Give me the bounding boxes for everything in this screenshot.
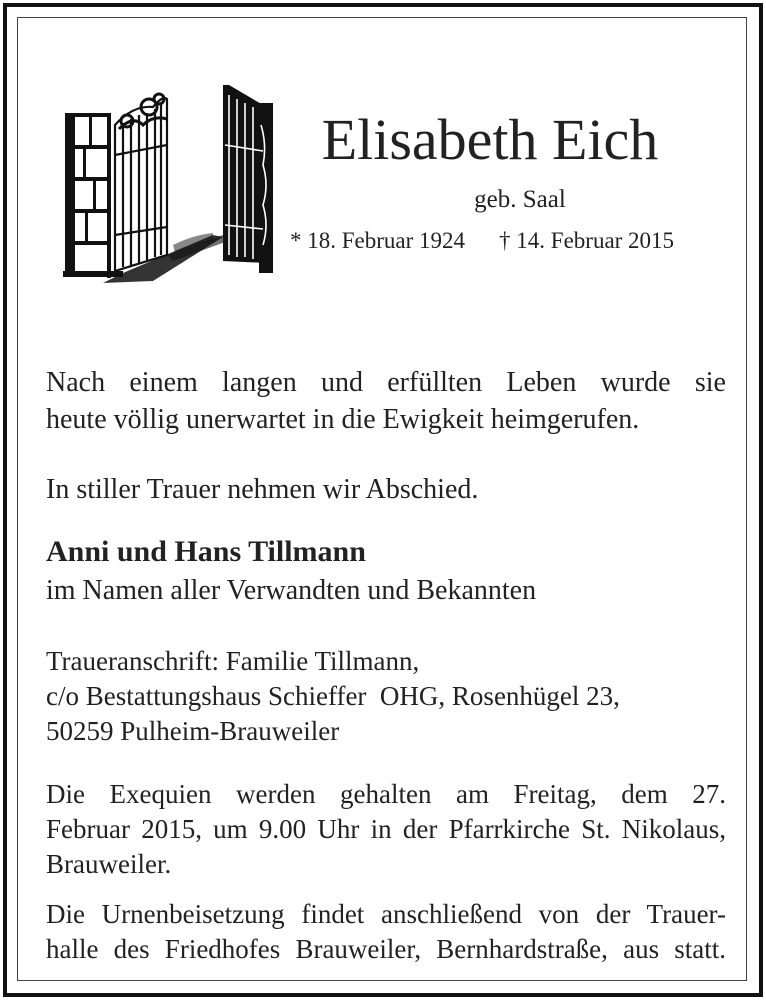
- paragraph-line: halle des Friedhofes Brauweiler, Bernhardstraße, aus statt.: [46, 934, 726, 964]
- paragraph-life: [46, 364, 726, 438]
- birth-date: * 18. Februar 1924: [290, 228, 466, 253]
- life-dates: [290, 228, 710, 254]
- address-line: Traueranschrift: Familie Tillmann,: [46, 646, 420, 676]
- mourners-names: Anni und Hans Tillmann: [46, 535, 366, 568]
- mourning-address: [46, 644, 726, 749]
- address-line: c/o Bestattungshaus Schieffer OHG, Rosenhügel 23,: [46, 681, 620, 711]
- cemetery-gate-icon: [63, 85, 275, 285]
- paragraph-line: heute völlig unerwartet in die Ewigkeit heimgerufen.: [46, 404, 640, 435]
- funeral-mass-info: [46, 777, 726, 882]
- paragraph-line: Die Exequien werden gehalten am Freitag, dem 27.: [46, 779, 726, 809]
- maiden-name: geb. Saal: [474, 186, 566, 213]
- paragraph-line: Nach einem langen und erfüllten Leben wurde sie: [46, 367, 726, 398]
- death-date: † 14. Februar 2015: [499, 228, 675, 253]
- paragraph-line: Brauweiler.: [46, 849, 172, 879]
- paragraph-line: Februar 2015, um 9.00 Uhr in der Pfarrkirche St. Nikolaus,: [46, 814, 726, 844]
- mourners-subtitle: im Namen aller Verwandten und Bekannten: [46, 575, 537, 606]
- paragraph-farewell: In stiller Trauer nehmen wir Abschied.: [46, 474, 479, 505]
- paragraph-line: Die Urnenbeisetzung findet anschließend von der Trauer-: [46, 899, 726, 929]
- urn-burial-info: [46, 897, 726, 967]
- address-line: 50259 Pulheim-Brauweiler: [46, 716, 340, 746]
- deceased-name: Elisabeth Eich: [321, 107, 659, 172]
